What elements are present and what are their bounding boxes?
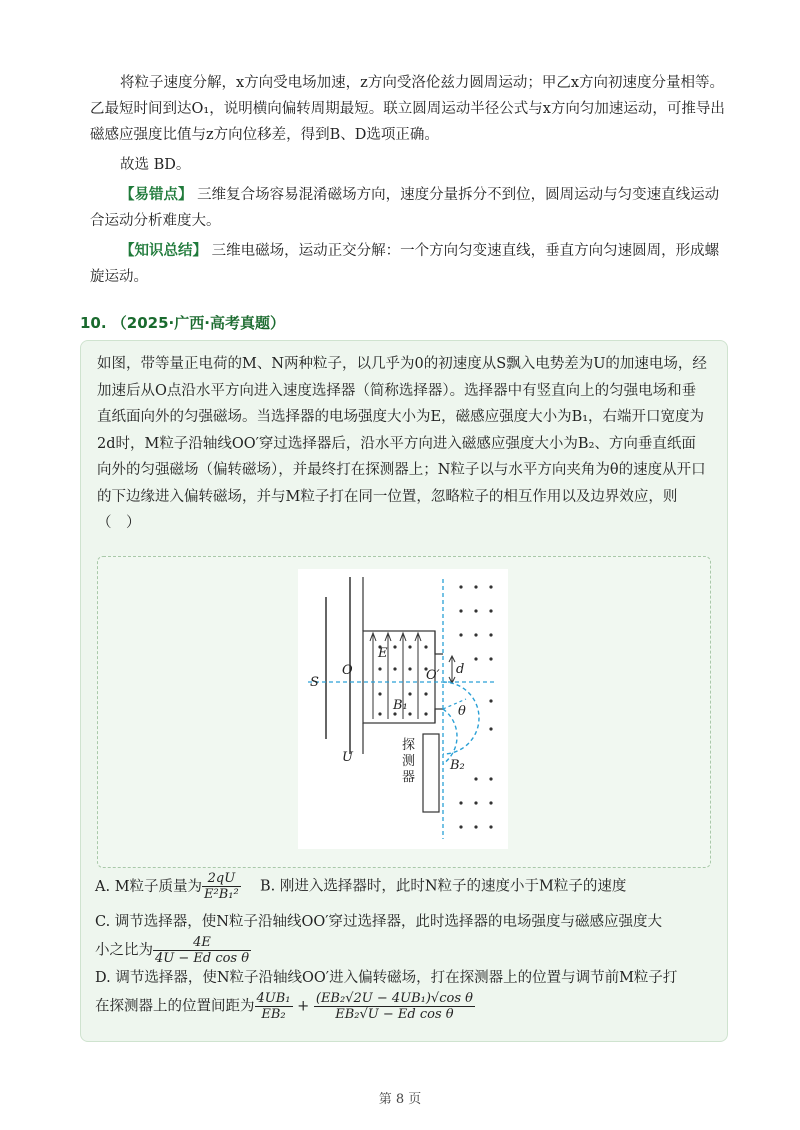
option-a: A. M粒子质量为 $\frac{2qU}{\text{E²B₁²}}$ [95,871,239,902]
analysis-paragraph: 将粒子速度分解，x方向受电场加速，z方向受洛伦兹力圆周运动；甲乙x方向初速度分量相等。乙最短时间到达O₁，说明横向偏转周期最短。联立圆周运动半径公式与x方向匀加速运动，可推导出磁感应强度比值与z方向位移差，得到B、D选项正确。 [90,75,725,143]
label-o-prime: O′ [426,668,440,683]
option-c: C. 调节选择器，使N粒子沿轴线OO′穿过选择器，此时选择器的电场强度与磁感应强度大 小之比为 $\frac{4E}{\text{4U − Ed cos θ}}$ [95,914,663,966]
label-o: O [342,663,353,678]
option-d: D. 调节选择器，使N粒子沿轴线OO′进入偏转磁场，打在探测器上的位置与调节前M粒子打 在探测器上的位置间距为 $\frac{\text{4UB₁}}{\text{EB₂}}$ + $\frac{\text{(EB₂√2U − 4UB₁)√cos θ}}{\text{EB₂√U − Ed cos θ}}$ [95,970,678,1022]
option-a-fraction: $\frac{2qU}{\text{E²B₁²}}$ [204,871,239,902]
label-detector-3: 器 [402,770,416,785]
label-b2: B₂ [450,758,465,773]
label-detector-1: 探 [402,738,416,753]
physics-figure [298,569,508,849]
question-header: 10. （2025·广西·高考真题） [80,314,285,332]
label-detector-2: 测 [402,754,416,769]
trajectory-n [443,709,457,764]
label-d: d [456,662,465,677]
knowledge-summary: 【知识总结】 三维电磁场，运动正交分解：一个方向匀变速直线，垂直方向匀速圆周，形成螺旋运动。 [90,242,720,285]
label-u: U [342,750,353,765]
figure-frame [97,556,711,868]
answer-line: 故选 BD。 [120,157,191,173]
error-tag: 【易错点】 [120,186,193,203]
option-c-fraction: $\frac{4E}{\text{4U − Ed cos θ}}$ [155,935,250,966]
question-box [80,340,728,1042]
option-b: B. 刚进入选择器时，此时N粒子的速度小于M粒子的速度 [259,878,627,895]
label-s: S [310,675,319,690]
page-number: 第 8 页 [378,1092,422,1107]
question-stem: 如图，带等量正电荷的M、N两种粒子，以几乎为0的初速度从S飘入电势差为U的加速电场，经加速后从O点沿水平方向进入速度选择器（简称选择器）。选择器中有竖直向上的匀强电场和垂直纸面向外的匀强磁场。当选择器的电场强度大小为E，磁感应强度大小为B₁，右端开口宽度为2d时，M粒子沿轴线OO′穿过选择器后，沿水平方向进入磁感应强度大小为B₂、方向垂直纸面向外的匀强磁场（偏转磁场），并最终打在探测器上；N粒子以与水平方向夹角为θ的速度从开口的下边缘进入偏转磁场，并与M粒子打在同一位置，忽略粒子的相互作用以及边界效应，则（ ） [97,356,707,531]
label-theta: θ [458,704,466,719]
option-a-b [95,871,715,902]
detector-box [423,734,439,812]
option-d-fraction-2: $\frac{\text{(EB₂√2U − 4UB₁)√cos θ}}{\text{EB₂√U − Ed cos θ}}$ [315,991,473,1022]
label-e: E [378,646,388,661]
summary-tag: 【知识总结】 [120,242,207,259]
label-b1: B₁ [393,698,408,713]
figure-svg [298,569,508,849]
error-point: 【易错点】 三维复合场容易混淆磁场方向，速度分量拆分不到位，圆周运动与匀变速直线运动合运动分析难度大。 [90,186,720,229]
option-d-fraction-1: $\frac{\text{4UB₁}}{\text{EB₂}}$ [256,991,291,1022]
